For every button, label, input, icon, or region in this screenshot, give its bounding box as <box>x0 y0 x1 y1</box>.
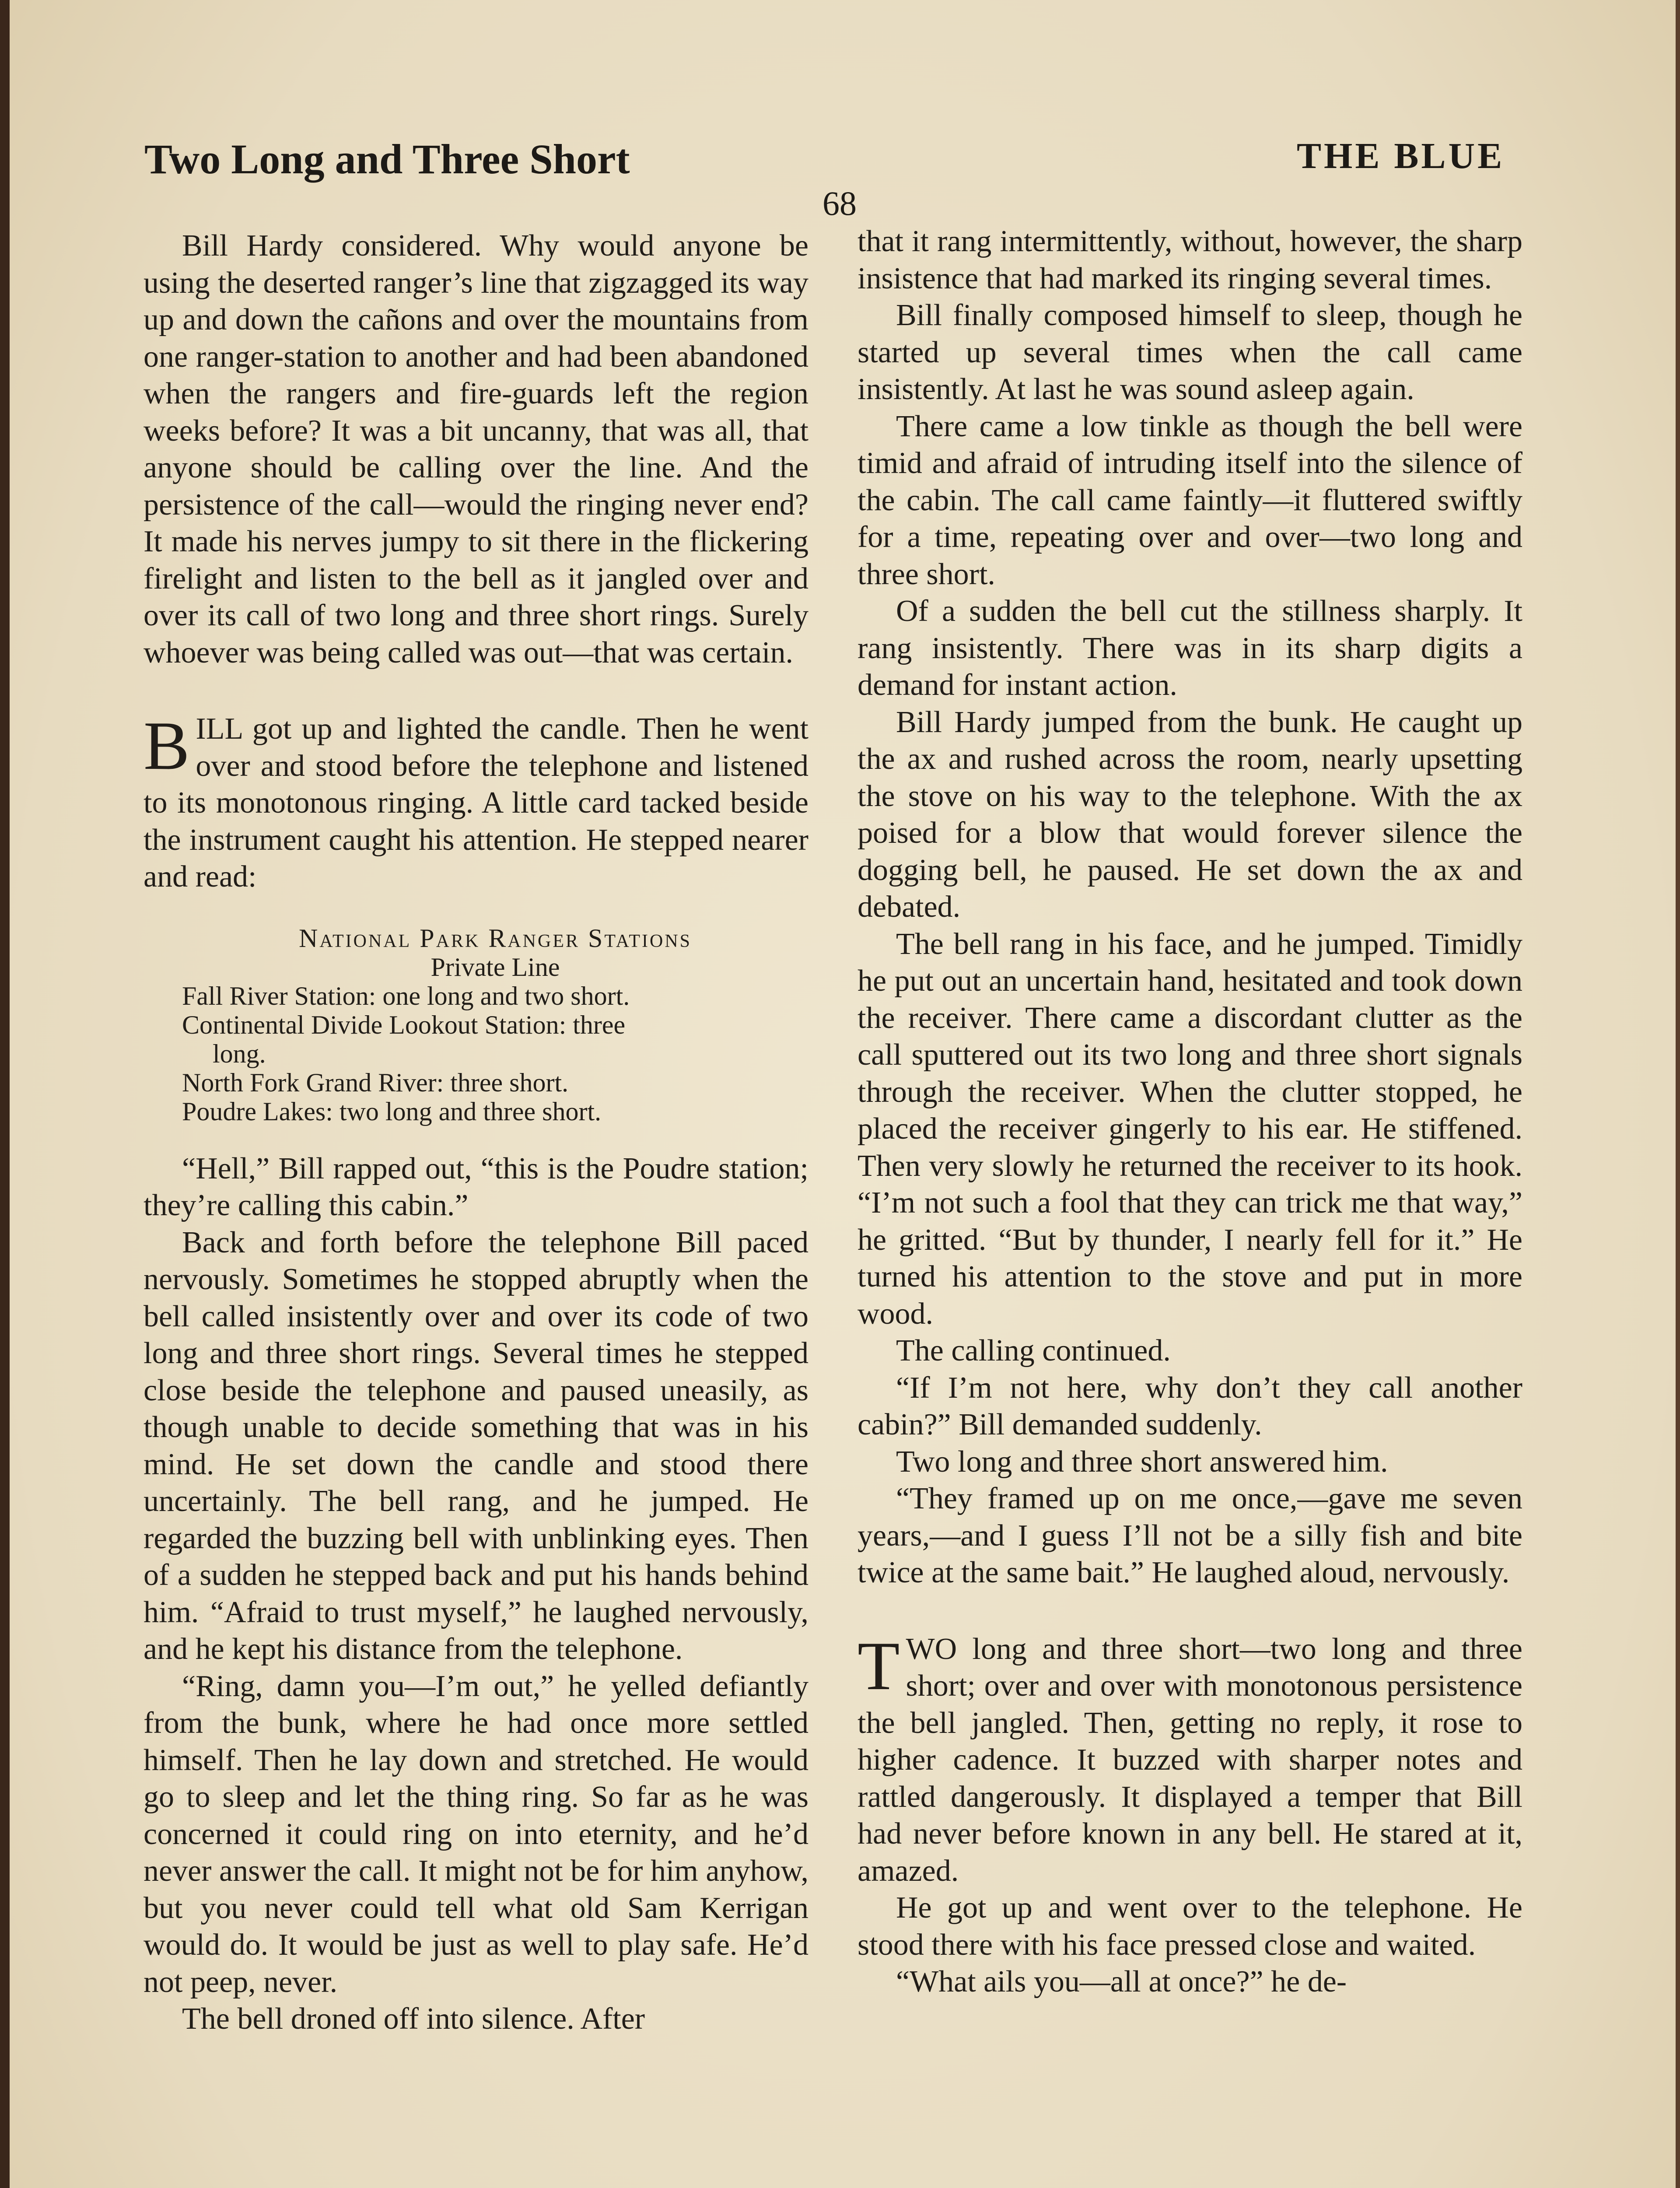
paragraph <box>858 1627 1522 1890</box>
paragraph: The calling continued. <box>896 1334 1171 1368</box>
ranger-stations-card <box>144 924 808 1126</box>
paragraph: Back and forth before the telephone Bill paced nervously. Sometimes he stopped abruptly when the bell called insistently over and over its code of two long and three short rings. Several times he stepped close beside the telephone and paused uneasily, as though unable to decide something that was in his mind. He set down the candle and stood there uncertainly. The bell rang, and he jumped. He regarded the buzzing bell with unblinking eyes. Then of a sudden he stepped back and put his hands behind him. “Afraid to trust myself,” he laughed nervously, and he kept his distance from the telephone. <box>144 1225 808 1666</box>
card-title: National Park Ranger Stations <box>298 923 692 953</box>
paragraph: The bell rang in his face, and he jumped. Timidly he put out an uncertain hand, hesitated and took down the receiver. There came a discordant clutter as the call sputtered out its two long and three short signals through the receiver. When the clutter stopped, he placed the receiver gingerly to his ear. He stiffened. Then very slowly he returned the receiver to its hook. “I’m not such a fool that they can trick me that way,” he gritted. “But by thunder, I nearly fell for it.” He turned his attention to the stove and put in more wood. <box>858 927 1522 1331</box>
card-line: Poudre Lakes: two long and three short. <box>182 1097 602 1126</box>
paragraph: that it rang intermittently, without, however, the sharp insistence that had marked its ringing several times. <box>858 224 1522 295</box>
paragraph: Of a sudden the bell cut the stillness sharply. It rang insistently. There was in its sharp digits a demand for instant action. <box>858 594 1522 702</box>
card-line: Fall River Station: one long and two short. <box>182 981 630 1010</box>
paragraph-text: WO long and three short—two long and three short; over and over with monotonous persistence the bell jangled. Then, getting no reply, it rose to higher cadence. It buzzed with sharper notes and rattled dangerously. It displayed a temper that Bill had never before known in any bell. He stared at it, amazed. <box>858 1632 1522 1888</box>
card-line-text: Continental Divide Lookout Station: three <box>182 1010 626 1039</box>
paragraph: “Hell,” Bill rapped out, “this is the Poudre station; they’re calling this cabin.” <box>144 1151 808 1222</box>
paragraph: Bill Hardy considered. Why would anyone be using the deserted ranger’s line that zigzagged its way up and down the cañons and over the mountains from one ranger-station to another and had been abandoned when the rangers and fire-guards left the region weeks before? It was a bit uncanny, that was all, that anyone should be calling over the line. And the persistence of the call—would the ringing never end? It made his nerves jumpy to sit there in the flickering firelight and listen to the bell as it jangled over and over its call of two long and three short rings. Surely whoever was being called was out—that was certain. <box>144 229 808 670</box>
paragraph: Two long and three short answered him. <box>896 1445 1388 1479</box>
paragraph: He got up and went over to the telephone. He stood there with his face pressed close and waited. <box>858 1891 1522 1962</box>
story-title-header: Two Long and Three Short <box>144 136 630 182</box>
left-column <box>144 228 808 2038</box>
paragraph: “If I’m not here, why don’t they call another cabin?” Bill demanded suddenly. <box>858 1371 1522 1441</box>
paragraph <box>144 708 808 896</box>
card-line <box>144 1010 808 1068</box>
right-column <box>858 223 1522 2001</box>
paragraph: The bell droned off into silence. After <box>182 2002 645 2036</box>
paragraph: “They framed up on me once,—gave me seven years,—and I guess I’ll not be a silly fish and bite twice at the same bait.” He laughed aloud, nervously. <box>858 1482 1522 1589</box>
card-line-continuation: long. <box>213 1039 266 1068</box>
card-line: North Fork Grand River: three short. <box>182 1068 569 1097</box>
drop-cap: B <box>144 708 190 784</box>
magazine-title-header: THE BLUE <box>1297 136 1505 176</box>
paragraph: “What ails you—all at once?” he de- <box>896 1965 1347 1999</box>
drop-cap: T <box>858 1627 900 1704</box>
paragraph: “Ring, damn you—I’m out,” he yelled defiantly from the bunk, where he had once more settled himself. Then he lay down and stretched. He would go to sleep and let the thing ring. So far as he was concerned it could ring on into eternity, and he’d never answer the call. It might not be for him anyhow, but you never could tell what old Sam Kerrigan would do. It would be just as well to play safe. He’d not peep, never. <box>144 1669 808 1999</box>
card-subtitle: Private Line <box>430 952 560 982</box>
page-number: 68 <box>822 184 857 222</box>
paragraph: Bill Hardy jumped from the bunk. He caught up the ax and rushed across the room, nearly upsetting the stove on his way to the telephone. With the ax poised for a blow that would forever silence the dogging bell, he paused. He set down the ax and debated. <box>858 705 1522 924</box>
paragraph: Bill finally composed himself to sleep, though he started up several times when the call came insistently. At last he was sound asleep again. <box>858 298 1522 406</box>
paragraph-text: ILL got up and lighted the candle. Then he went over and stood before the telephone and listened to its monotonous ringing. A little card tacked beside the instrument caught his attention. He stepped nearer and read: <box>144 712 808 894</box>
paragraph: There came a low tinkle as though the bell were timid and afraid of intruding itself into the silence of the cabin. The call came faintly—it fluttered swiftly for a time, repeating over and over—two long and three short. <box>858 409 1522 591</box>
